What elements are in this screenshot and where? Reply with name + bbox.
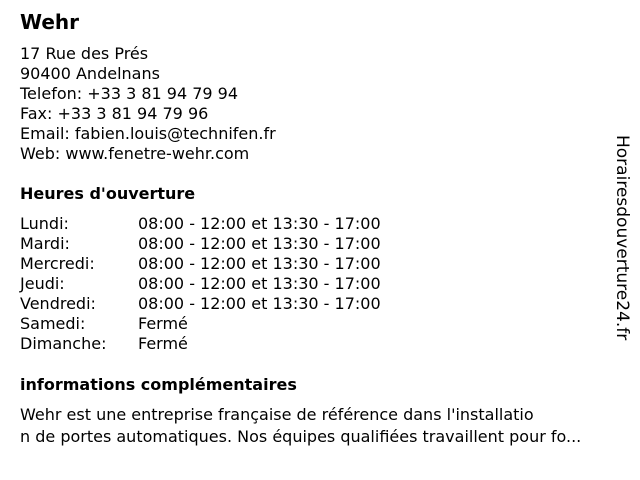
time-value: 08:00 - 12:00 et 13:30 - 17:00 bbox=[138, 214, 381, 233]
hours-row-sunday bbox=[20, 334, 440, 354]
hours-row-saturday bbox=[20, 314, 440, 334]
day-label: Vendredi: bbox=[20, 294, 96, 313]
city-address: 90400 Andelnans bbox=[20, 64, 160, 83]
time-value: 08:00 - 12:00 et 13:30 - 17:00 bbox=[138, 254, 381, 273]
day-label: Lundi: bbox=[20, 214, 69, 233]
time-value: 08:00 - 12:00 et 13:30 - 17:00 bbox=[138, 294, 381, 313]
time-value: 08:00 - 12:00 et 13:30 - 17:00 bbox=[138, 234, 381, 253]
site-watermark: Horairesdouverture24.fr bbox=[612, 135, 632, 341]
hours-row-tuesday bbox=[20, 234, 440, 254]
business-name: Wehr bbox=[20, 10, 80, 34]
time-value: Fermé bbox=[138, 334, 188, 353]
additional-info-heading: informations complémentaires bbox=[20, 375, 297, 394]
phone-number: Telefon: +33 3 81 94 79 94 bbox=[20, 84, 239, 103]
description-line: n de portes automatiques. Nos équipes qualifiées travaillent pour fo... bbox=[20, 427, 582, 446]
contact-block bbox=[20, 44, 276, 164]
day-label: Dimanche: bbox=[20, 334, 107, 353]
description-line: Wehr est une entreprise française de référence dans l'installatio bbox=[20, 405, 534, 424]
fax-number: Fax: +33 3 81 94 79 96 bbox=[20, 104, 209, 123]
hours-row-monday bbox=[20, 214, 440, 234]
email-address: Email: fabien.louis@technifen.fr bbox=[20, 124, 276, 143]
opening-hours-heading: Heures d'ouverture bbox=[20, 184, 196, 203]
hours-row-wednesday bbox=[20, 254, 440, 274]
street-address: 17 Rue des Prés bbox=[20, 44, 149, 63]
time-value: 08:00 - 12:00 et 13:30 - 17:00 bbox=[138, 274, 381, 293]
day-label: Samedi: bbox=[20, 314, 86, 333]
day-label: Mercredi: bbox=[20, 254, 95, 273]
opening-hours-table bbox=[20, 214, 440, 354]
hours-row-friday bbox=[20, 294, 440, 314]
website: Web: www.fenetre-wehr.com bbox=[20, 144, 250, 163]
time-value: Fermé bbox=[138, 314, 188, 333]
day-label: Jeudi: bbox=[20, 274, 65, 293]
business-description bbox=[20, 404, 632, 448]
day-label: Mardi: bbox=[20, 234, 70, 253]
hours-row-thursday bbox=[20, 274, 440, 294]
